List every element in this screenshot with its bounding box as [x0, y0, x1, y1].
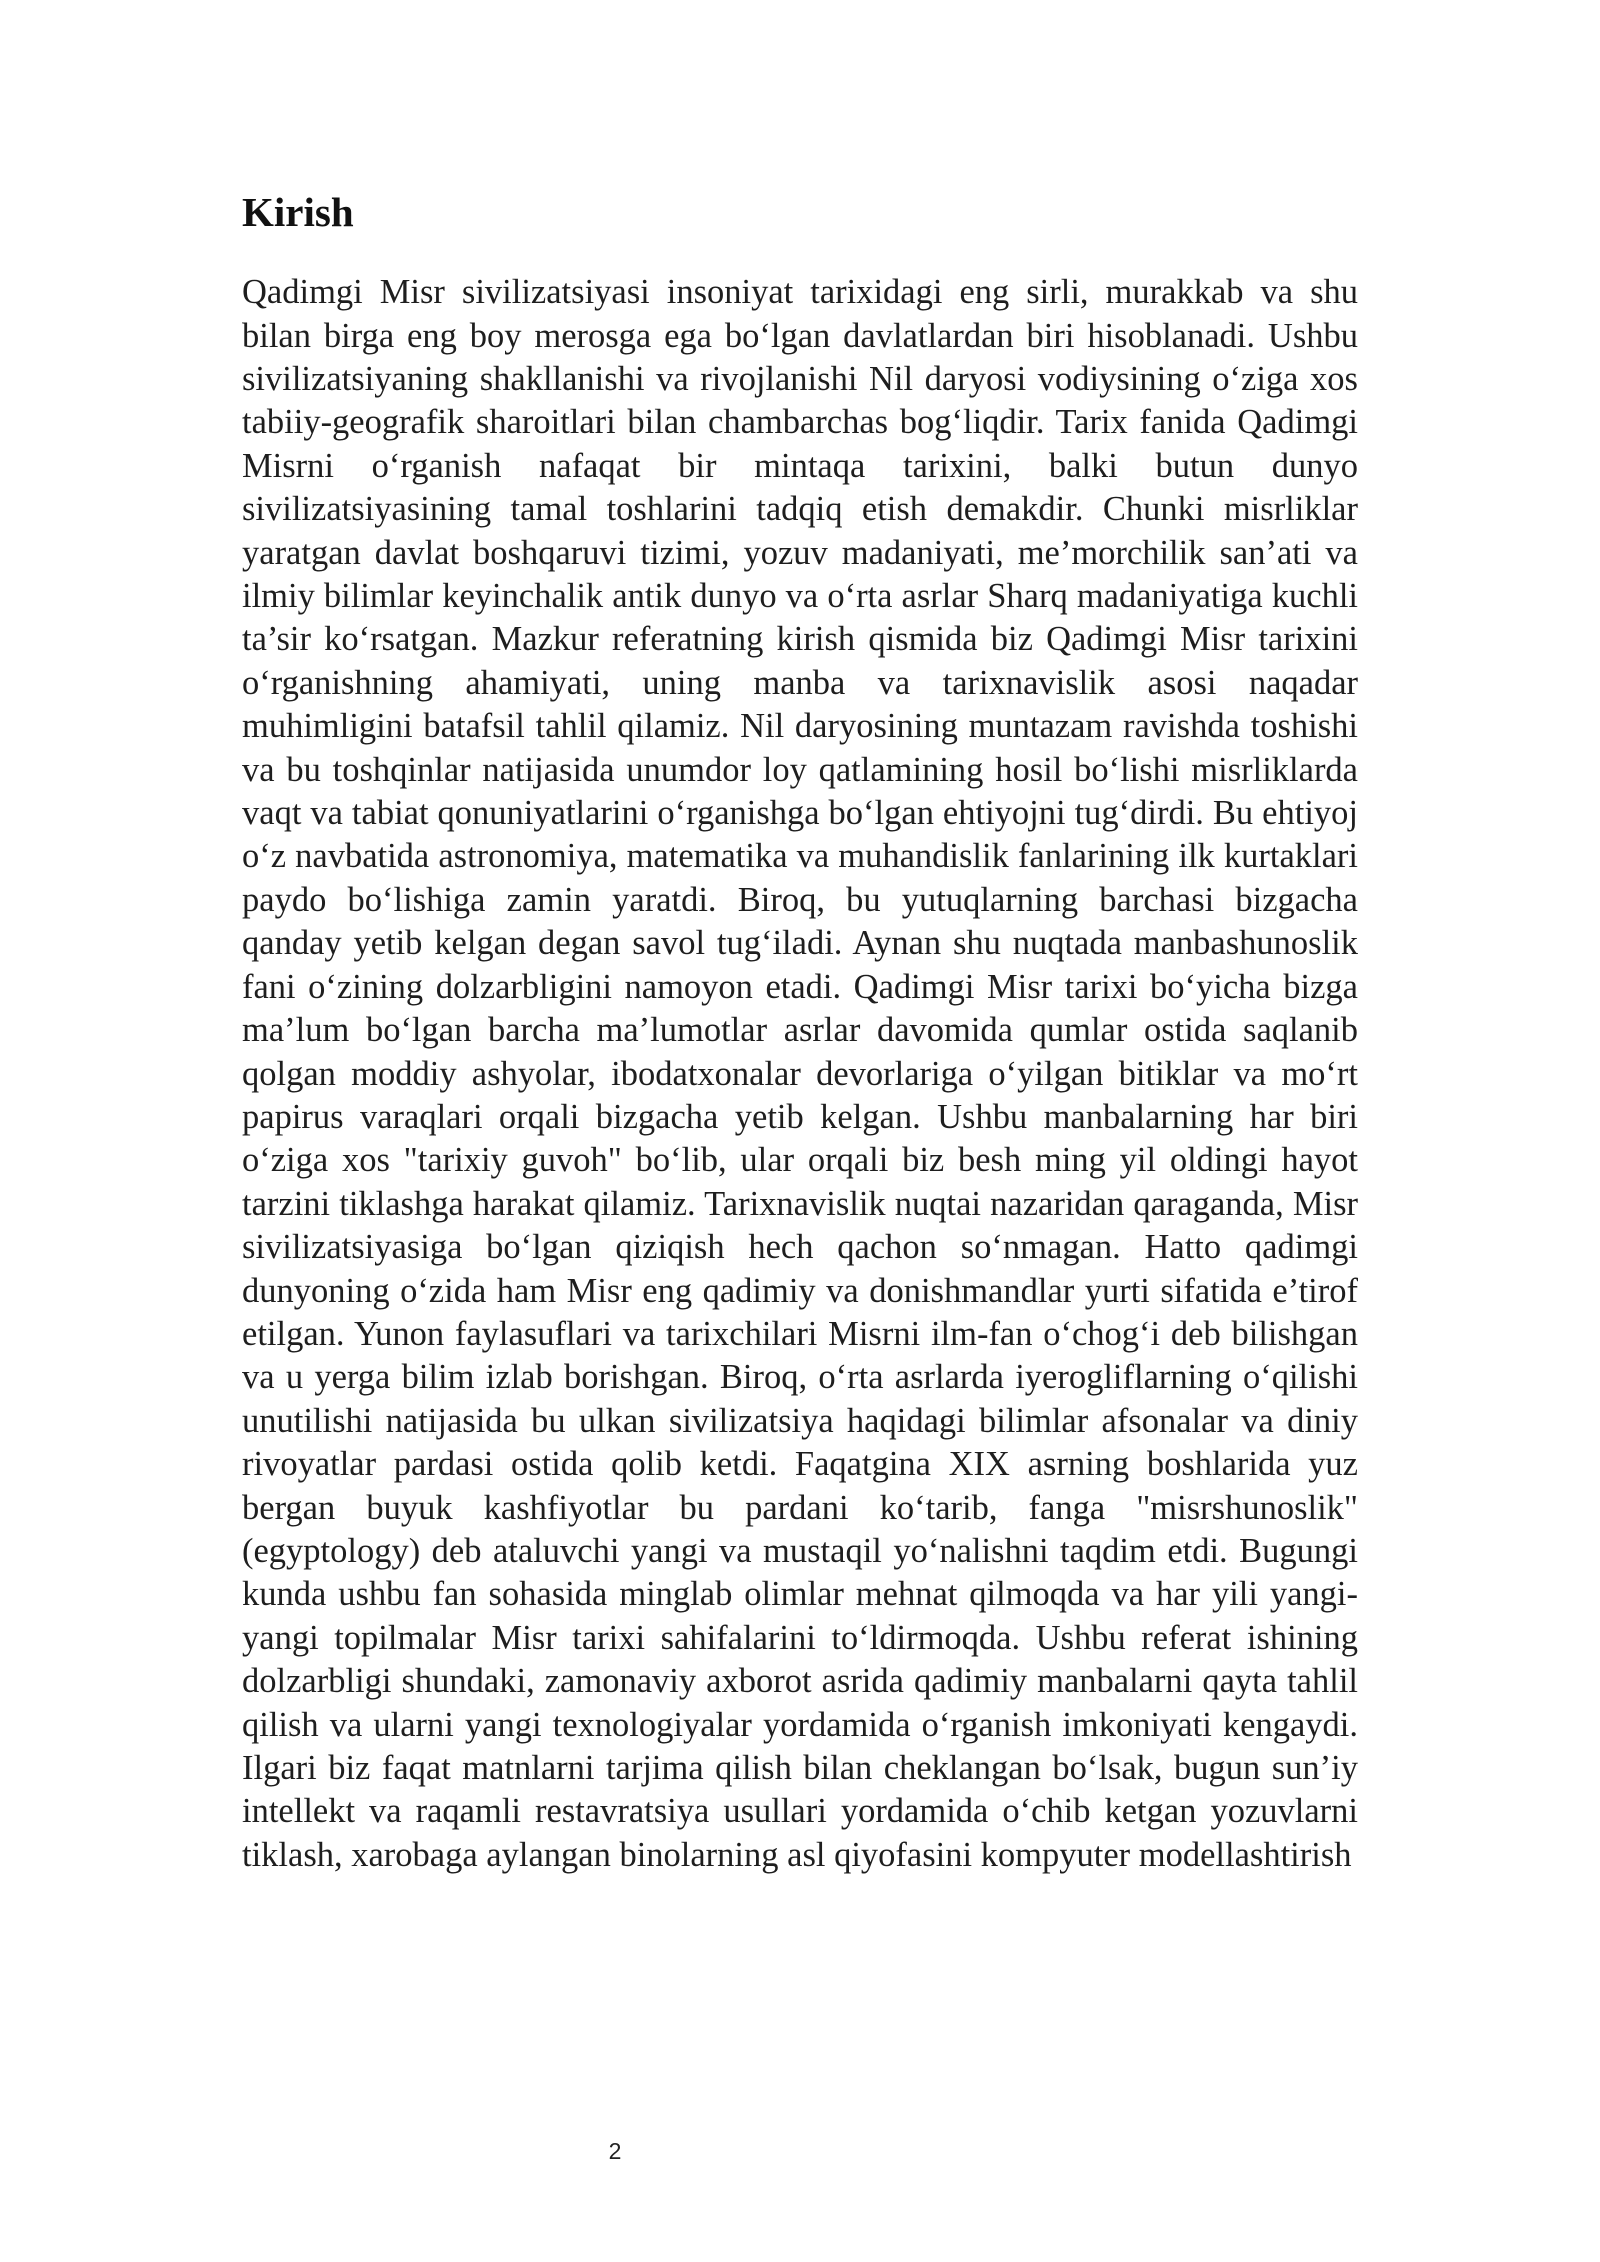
- page-content: [242, 188, 1358, 1877]
- page-number: 2: [608, 2138, 622, 2164]
- section-heading: Kirish: [242, 189, 354, 235]
- body-paragraph: Qadimgi Misr sivilizatsiyasi insoniyat tarixidagi eng sirli, murakkab va shu bilan birga eng boy merosga ega bo‘lgan davlatlardan biri hisoblanadi. Ushbu sivilizatsiyaning shakllanishi va rivojlanishi Nil daryosi vodiysining o‘ziga xos tabiiy-geografik sharoitlari bilan chambarchas bog‘liqdir. Tarix fanida Qadimgi Misrni o‘rganish nafaqat bir mintaqa tarixini, balki butun dunyo sivilizatsiyasining tamal toshlarini tadqiq etish demakdir. Chunki misrliklar yaratgan davlat boshqaruvi tizimi, yozuv madaniyati, me’morchilik san’ati va ilmiy bilimlar keyinchalik antik dunyo va o‘rta asrlar Sharq madaniyatiga kuchli ta’sir ko‘rsatgan. Mazkur referatning kirish qismida biz Qadimgi Misr tarixini o‘rganishning ahamiyati, uning manba va tarixnavislik asosi naqadar muhimligini batafsil tahlil qilamiz. Nil daryosining muntazam ravishda toshishi va bu toshqinlar natijasida unumdor loy qatlamining hosil bo‘lishi misrliklarda vaqt va tabiat qonuniyatlarini o‘rganishga bo‘lgan ehtiyojni tug‘dirdi. Bu ehtiyoj o‘z navbatida astronomiya, matematika va muhandislik fanlarining ilk kurtaklari paydo bo‘lishiga zamin yaratdi. Biroq, bu yutuqlarning barchasi bizgacha qanday yetib kelgan degan savol tug‘iladi. Aynan shu nuqtada manbashunoslik fani o‘zining dolzarbligini namoyon etadi. Qadimgi Misr tarixi bo‘yicha bizga ma’lum bo‘lgan barcha ma’lumotlar asrlar davomida qumlar ostida saqlanib qolgan moddiy ashyolar, ibodatxonalar devorlariga o‘yilgan bitiklar va mo‘rt papirus varaqlari orqali bizgacha yetib kelgan. Ushbu manbalarning har biri o‘ziga xos "tarixiy guvoh" bo‘lib, ular orqali biz besh ming yil oldingi hayot tarzini tiklashga harakat qilamiz. Tarixnavislik nuqtai nazaridan qaraganda, Misr sivilizatsiyasiga bo‘lgan qiziqish hech qachon so‘nmagan. Hatto qadimgi dunyoning o‘zida ham Misr eng qadimiy va donishmandlar yurti sifatida e’tirof etilgan. Yunon faylasuflari va tarixchilari Misrni ilm-fan o‘chog‘i deb bilishgan va u yerga bilim izlab borishgan. Biroq, o‘rta asrlarda iyerogliflarning o‘qilishi unutilishi natijasida bu ulkan sivilizatsiya haqidagi bilimlar afsonalar va diniy rivoyatlar pardasi ostida qolib ketdi. Faqatgina XIX asrning boshlarida yuz bergan buyuk kashfiyotlar bu pardani ko‘tarib, fanga "misrshunoslik" (egyptology) deb ataluvchi yangi va mustaqil yo‘nalishni taqdim etdi. Bugungi kunda ushbu fan sohasida minglab olimlar mehnat qilmoqda va har yili yangi-yangi topilmalar Misr tarixi sahifalarini to‘ldirmoqda. Ushbu referat ishining dolzarbligi shundaki, zamonaviy axborot asrida qadimiy manbalarni qayta tahlil qilish va ularni yangi texnologiyalar yordamida o‘rganish imkoniyati kengaydi. Ilgari biz faqat matnlarni tarjima qilish bilan cheklangan bo‘lsak, bugun sun’iy intellekt va raqamli restavratsiya usullari yordamida o‘chib ketgan yozuvlarni tiklash, xarobaga aylangan binolarning asl qiyofasini kompyuter modellashtirish: [242, 273, 1358, 1874]
